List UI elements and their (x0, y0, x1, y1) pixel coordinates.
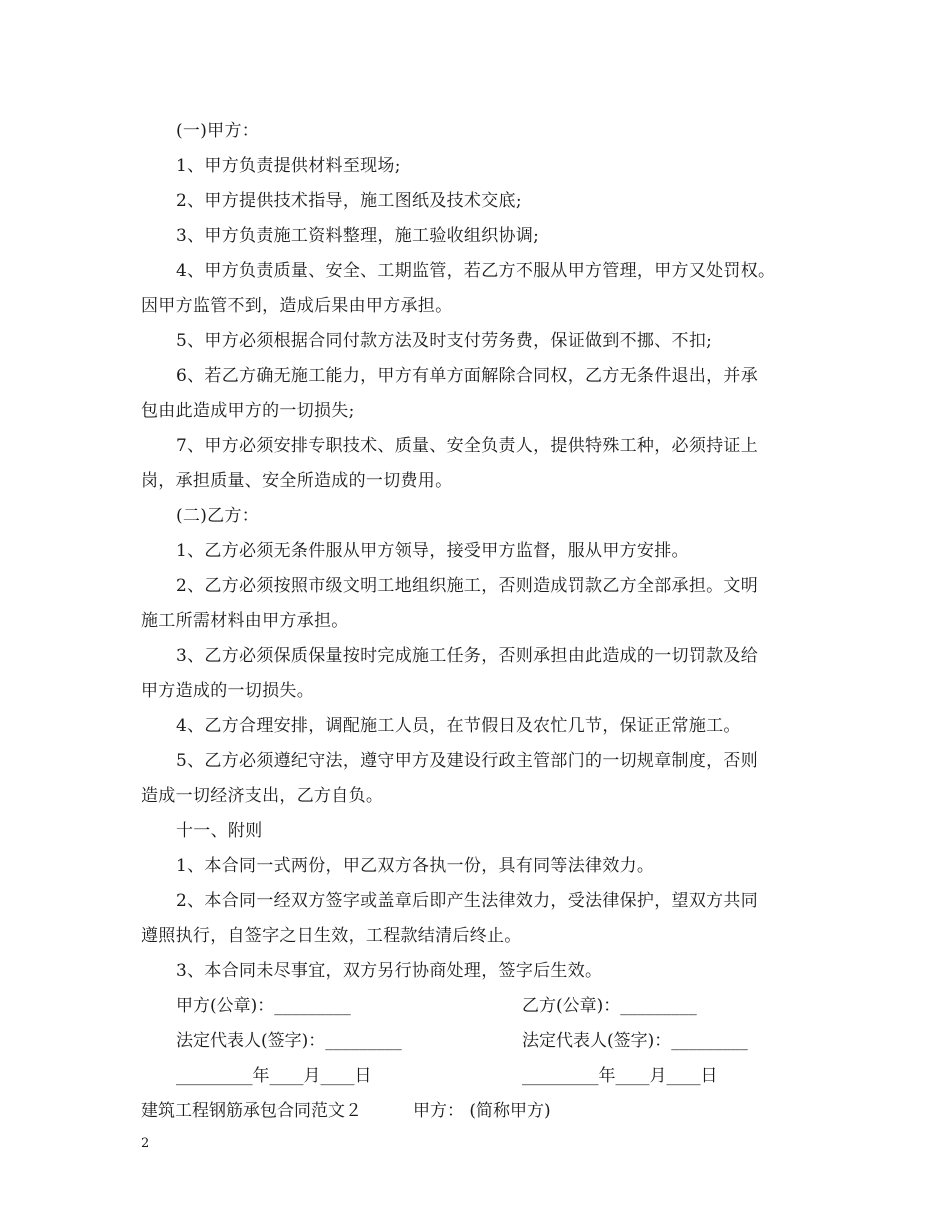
clause-line: 3、乙方必须保质保量按时完成施工任务，否则承担由此造成的一切罚款及给 (176, 646, 759, 666)
clause: 1、本合同一式两份，甲乙双方各执一份，具有同等法律效力。 (176, 856, 655, 876)
next-document-line (141, 1094, 811, 1129)
clause-continuation: 甲方造成的一切损失。 (141, 681, 314, 701)
clause: 1、甲方负责提供材料至现场; (176, 156, 401, 176)
party-b-date-field: _________年____月____日 (522, 1066, 718, 1086)
clause-line: 2、本合同一经双方签字或盖章后即产生法律效力，受法律保护，望双方共同 (176, 891, 759, 911)
clause: 3、甲方负责施工资料整理，施工验收组织协调; (176, 226, 540, 246)
document-body (141, 114, 811, 1129)
party-b-representative-field: 法定代表人(签字)：_________ (522, 1031, 748, 1051)
clause: 5、甲方必须根据合同付款方法及时支付劳务费，保证做到不挪、不扣; (176, 331, 713, 351)
section-heading-party-a: (一)甲方： (176, 121, 260, 141)
clause: 3、本合同未尽事宜，双方另行协商处理，签字后生效。 (176, 961, 603, 981)
clause-continuation: 岗，承担质量、安全所造成的一切费用。 (141, 471, 453, 491)
clause-continuation: 施工所需材料由甲方承担。 (141, 611, 349, 631)
clause-line: 5、乙方必须遵纪守法，遵守甲方及建设行政主管部门的一切规章制度，否则 (176, 751, 759, 771)
clause-line: 4、甲方负责质量、安全、工期监管，若乙方不服从甲方管理，甲方又处罚权。 (176, 261, 776, 281)
clause: 2、甲方提供技术指导，施工图纸及技术交底; (176, 191, 522, 211)
page-number: 2 (141, 1136, 150, 1151)
clause-continuation: 包由此造成甲方的一切损失; (141, 401, 355, 421)
party-a-seal-field: 甲方(公章)：_________ (176, 996, 351, 1016)
clause-continuation: 遵照执行，自签字之日生效，工程款结清后终止。 (141, 926, 522, 946)
clause-line: 2、乙方必须按照市级文明工地组织施工，否则造成罚款乙方全部承担。文明 (176, 576, 759, 596)
signature-row-representative (141, 1024, 811, 1059)
clause-line: 7、甲方必须安排专职技术、质量、安全负责人，提供特殊工种，必须持证上 (176, 436, 759, 456)
party-a-representative-field: 法定代表人(签字)：_________ (176, 1031, 402, 1051)
clause-line: 6、若乙方确无施工能力，甲方有单方面解除合同权，乙方无条件退出，并承 (176, 366, 759, 386)
party-a-date-field: _________年____月____日 (176, 1066, 372, 1086)
party-b-seal-field: 乙方(公章)：_________ (522, 996, 697, 1016)
next-document-party: 甲方： (简称甲方) (413, 1101, 551, 1121)
section-heading-appendix: 十一、附则 (176, 821, 263, 841)
clause: 4、乙方合理安排，调配施工人员，在节假日及农忙几节，保证正常施工。 (176, 716, 741, 736)
section-heading-party-b: (二)乙方： (176, 506, 260, 526)
clause: 1、乙方必须无条件服从甲方领导，接受甲方监督，服从甲方安排。 (176, 541, 689, 561)
next-document-title: 建筑工程钢筋承包合同范文２ (141, 1101, 362, 1121)
clause-continuation: 因甲方监管不到，造成后果由甲方承担。 (141, 296, 453, 316)
signature-row-date (141, 1059, 811, 1094)
clause-continuation: 造成一切经济支出，乙方自负。 (141, 786, 384, 806)
signature-row-seal (141, 989, 811, 1024)
